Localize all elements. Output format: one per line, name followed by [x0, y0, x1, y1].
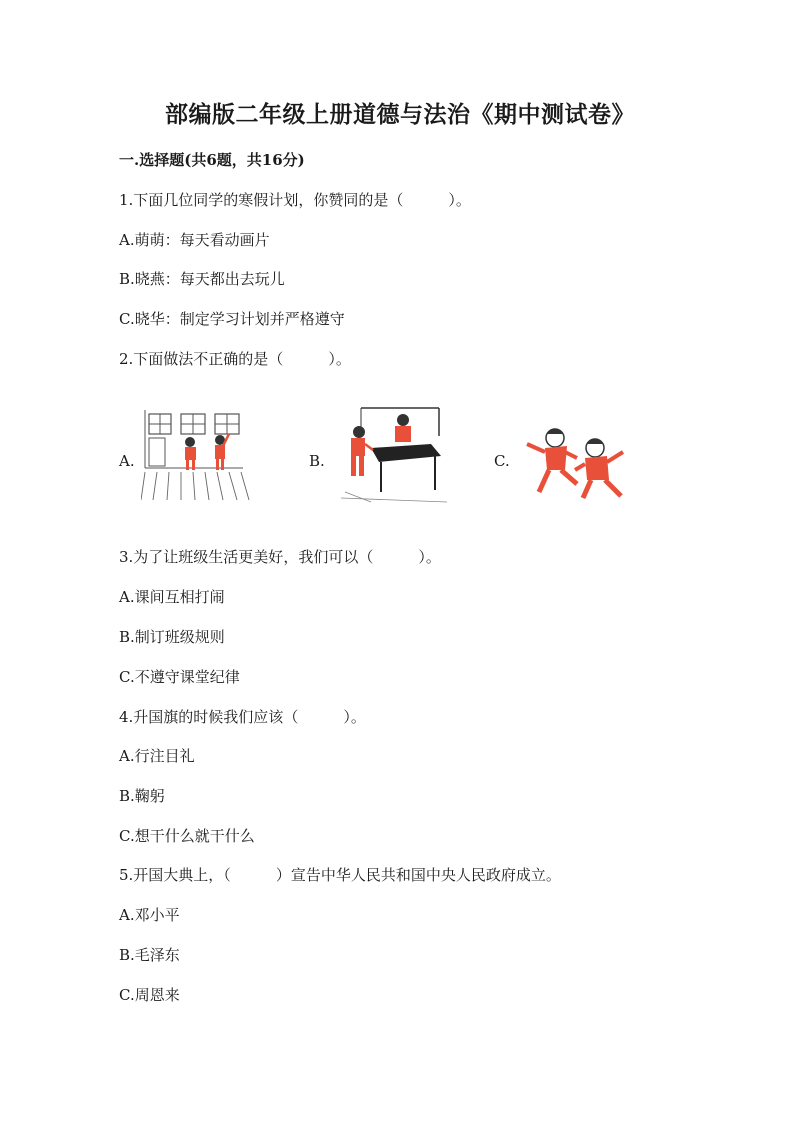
question-4-option-c: C.想干什么就干什么	[119, 827, 255, 845]
question-1-option-a: A.萌萌：每天看动画片	[119, 231, 270, 249]
section-heading: 一.选择题(共6题，共16分)	[119, 151, 305, 169]
question-3-stem: 3.为了让班级生活更美好，我们可以（ ）。	[119, 548, 441, 566]
question-1-option-c: C.晓华：制定学习计划并严格遵守	[119, 310, 345, 328]
question-5-option-c: C.周恩来	[119, 986, 180, 1004]
question-2-pictures	[119, 402, 679, 512]
question-1-option-b: B.晓燕：每天都出去玩儿	[119, 270, 285, 288]
question-1-stem: 1.下面几位同学的寒假计划，你赞同的是（ ）。	[119, 191, 471, 209]
picture-c-children-fighting	[521, 422, 631, 502]
question-5-stem: 5.开国大典上，（ ）宣告中华人民共和国中央人民政府成立。	[119, 866, 561, 884]
picture-a-cleaning-windows	[141, 410, 251, 502]
question-2-stem: 2.下面做法不正确的是（ ）。	[119, 350, 351, 368]
question-3-option-a: A.课间互相打闹	[119, 588, 225, 606]
question-4-option-a: A.行注目礼	[119, 747, 195, 765]
page-title: 部编版二年级上册道德与法治《期中测试卷》	[165, 101, 635, 128]
question-4-option-b: B.鞠躬	[119, 787, 165, 805]
question-5-option-a: A.邓小平	[119, 906, 180, 924]
question-4-stem: 4.升国旗的时候我们应该（ ）。	[119, 708, 366, 726]
question-3-option-b: B.制订班级规则	[119, 628, 225, 646]
picture-label-b: B.	[309, 452, 325, 470]
picture-label-a: A.	[119, 452, 135, 470]
question-5-option-b: B.毛泽东	[119, 946, 180, 964]
picture-label-c: C.	[494, 452, 510, 470]
picture-b-teacher-desk	[331, 406, 451, 504]
question-3-option-c: C.不遵守课堂纪律	[119, 668, 240, 686]
